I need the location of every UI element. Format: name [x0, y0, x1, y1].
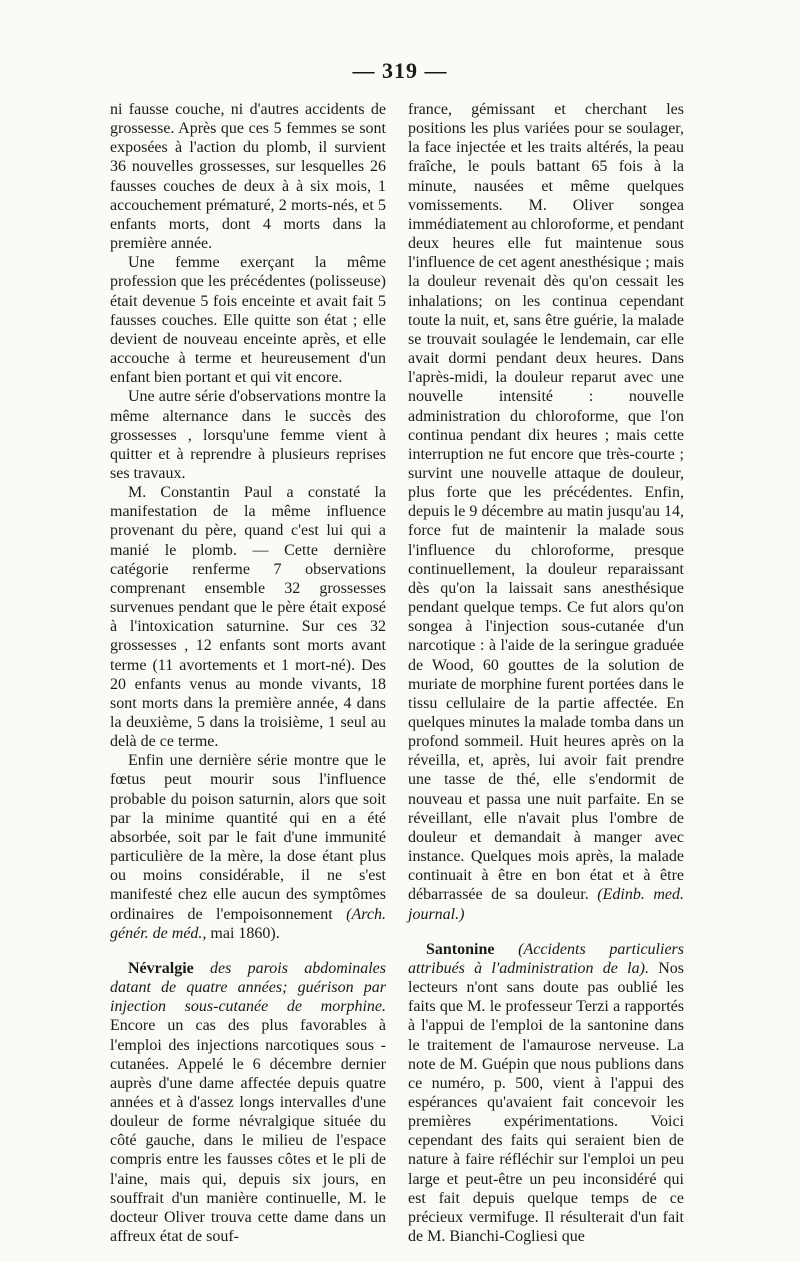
article-body: Nos lecteurs n'ont sans doute pas oublié les faits que M. le professeur Terzi a rapportés à l'appui de l'emploi de la santonine dans le traitement de l'amaurose nerveuse. La note de M. Guépin que nous publions dans ce numéro, p. 500, vient à l'appui des espérances qu'avaient fait concevoir les premières expérimentations. Voici cependant des faits qui seraient bien de nature à faire réfléchir sur l'emploi un peu large et peut-être un peu inconsidéré qui est fait depuis quelque temps de ce précieux vermifuge. Il résulterait d'un fait de M. Bianchi-Cogliesi que [408, 959, 685, 1246]
paragraph: Une femme exerçant la même profession que les précédentes (polisseuse) était devenue 5 fois enceinte et avait fait 5 fausses couches. Elle quitte son état ; elle devient de nouveau enceinte après, et elle accouche à terme et heureusement d'un enfant bien portant et qui vit encore. [110, 254, 386, 387]
reference: (Arch. génér. de méd., [110, 905, 387, 942]
paragraph: ni fausse couche, ni d'autres accidents de grossesse. Après que ces 5 femmes se sont exposées à l'action du plomb, il survient 36 nouvelles grossesses, sur lesquelles 26 fausses couches de deux à à six mois, 1 accouchement prématuré, 2 morts-nés, et 5 enfants morts, dont 4 morts dans la première année. [110, 101, 386, 253]
reference: (Edinb. med. journal.) [408, 886, 685, 923]
article-santonine [408, 940, 684, 1247]
article-title: Santonine [426, 940, 495, 958]
paragraph [408, 100, 684, 924]
page-number: — 319 — [352, 58, 448, 83]
paragraph [110, 751, 386, 943]
section-gap [408, 924, 684, 940]
left-column [110, 100, 386, 1246]
article-nevralgie [110, 959, 386, 1246]
paragraph-text: Enfin une dernière série montre que le fœtus peut mourir sous l'influence probable du poison saturnin, alors que soit par la minime quantité qui en a été absorbée, soit par le fait d'une immunité particulière de la mère, la dose étant plus ou moins considérable, il ne s'est manifesté chez elle aucun des symptômes ordinaires de l'empoisonnement [110, 752, 386, 923]
paragraph-text: france, gémissant et cherchant les positions les plus variées pour se soulager, la face injectée et les traits altérés, la peau fraîche, le pouls battant 65 fois à la minute, nausées et même quelques vomissements. M. Oliver songea immédiatement au chloroforme, et pendant deux heures elle fut maintenue sous l'influence de cet agent anesthésique ; mais la douleur revenait dès qu'on cessait les inhalations; on les continua cependant toute la nuit, et, sans être guérie, la malade se trouvait soulagée le lendemain, car elle avait dormi pendant deux heures. Dans l'après-midi, la douleur reparut avec une nouvelle intensité : nouvelle administration du chloroforme, que l'on continua pendant dix heures ; mais cette interruption ne fut encore que très-courte ; survint une nouvelle attaque de douleur, plus forte que les précédentes. Enfin, depuis le 9 décembre au matin jusqu'au 14, force fut de maintenir la malade sous l'influence du chloroforme, presque continuellement, la douleur reparaissant dès qu'on la laissait sans anesthésique pendant quelque temps. Ce fut alors qu'on songea à l'injection sous-cutanée d'un narcotique : à l'aide de la seringue graduée de Wood, 60 gouttes de la solution de muriate de morphine furent portées dans le tissu cellulaire de la partie affectée. En quelques minutes la malade tomba dans un profond sommeil. Huit heures après on la réveilla, et, après, lui avoir fait prendre une tasse de thé, elle s'endormit de nouveau et passa une nuit parfaite. En se réveillant, elle n'avait plus l'ombre de douleur et demandait à manger avec instance. Quelques mois après, la malade continuait à être en bon état et à être débarrassée de sa douleur. [408, 101, 684, 904]
reference-date: mai 1860). [206, 924, 280, 942]
article-subtitle: des parois abdominales datant de quatre années; guérison par injection sous-cutanée de morphine. [110, 959, 386, 1016]
article-body: Encore un cas des plus favorables à l'emploi des injections narcotiques sous - cutanées. Appelé le 6 décembre dernier auprès d'une dame affectée depuis quatre années et à d'assez longs intervalles d'une douleur de forme névralgique située du côté gauche, dans le milieu de l'espace compris entre les fausses côtes et le pli de l'aine, mais qui, depuis six jours, en souffrait d'un manière continuelle, M. le docteur Oliver trouva cette dame dans un affreux état de souf- [110, 1017, 386, 1246]
right-column [408, 100, 684, 1246]
paragraph: M. Constantin Paul a constaté la manifestation de la même influence provenant du père, quand c'est lui qui a manié le plomb. — Cette dernière catégorie renferme 7 observations comprenant ensemble 32 grossesses survenues pendant que le père était exposé à l'intoxication saturnine. Sur ces 32 grossesses , 12 enfants sont morts avant terme (11 avortements et 1 mort-né). Des 20 enfants venus au monde vivants, 18 sont morts dans la première année, 4 dans la deuxième, 5 dans la troisième, 1 seul au delà de ce terme. [110, 484, 386, 751]
paragraph: Une autre série d'observations montre la même alternance dans le succès des grossesses , lorsqu'une femme vient à quitter et à reprendre à plusieurs reprises ses travaux. [110, 388, 386, 482]
article-subtitle: (Accidents particuliers attribués à l'administration de la). [408, 940, 684, 977]
article-title: Névralgie [128, 959, 194, 977]
section-gap [110, 943, 386, 959]
